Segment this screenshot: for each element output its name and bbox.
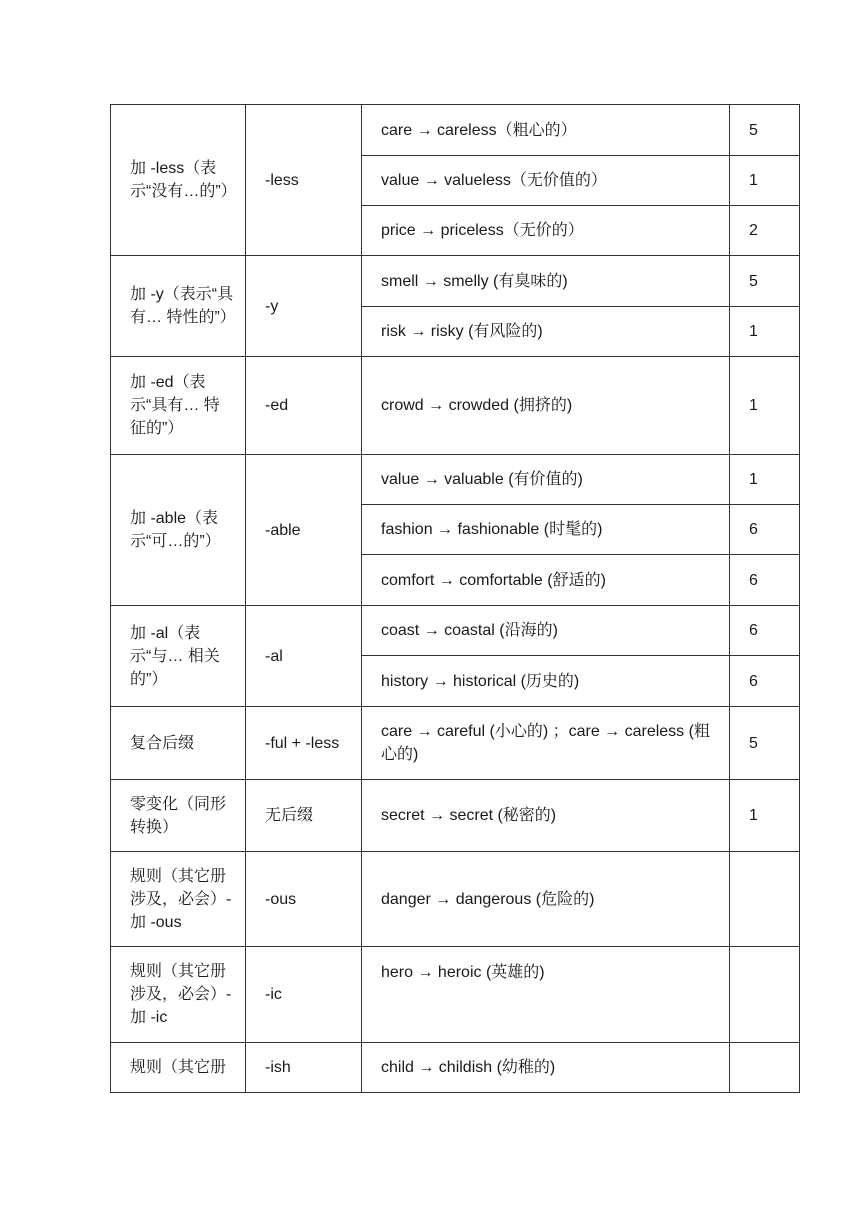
example-cell: price → priceless（无价的）	[362, 206, 730, 256]
count-cell: 1	[730, 307, 800, 357]
category-cell: 复合后缀	[111, 707, 246, 780]
category-cell: 加 -ed（表示“具有… 特征的”）	[111, 357, 246, 455]
example-cell: secret → secret (秘密的)	[362, 780, 730, 852]
example-cell: care → careful (小心的) ；care → careless (粗心的)	[362, 707, 730, 780]
table-row	[111, 707, 800, 780]
example-cell: value → valueless（无价值的）	[362, 156, 730, 206]
count-cell: 6	[730, 606, 800, 656]
example-cell: hero → heroic (英雄的)	[362, 947, 730, 1043]
count-cell: 5	[730, 707, 800, 780]
suffix-cell: -ous	[246, 852, 362, 947]
category-cell: 规则（其它册涉及，必会）- 加 -ous	[111, 852, 246, 947]
table-row	[111, 1043, 800, 1093]
example-cell: history → historical (历史的)	[362, 656, 730, 707]
suffix-cell: -ed	[246, 357, 362, 455]
suffix-cell: -ful + -less	[246, 707, 362, 780]
example-cell: crowd → crowded (拥挤的)	[362, 357, 730, 455]
table-row	[111, 105, 800, 156]
count-cell: 6	[730, 656, 800, 707]
count-cell: 1	[730, 156, 800, 206]
example-cell: risk → risky (有风险的)	[362, 307, 730, 357]
example-cell: coast → coastal (沿海的)	[362, 606, 730, 656]
suffix-table-body	[111, 105, 800, 1093]
table-row	[111, 455, 800, 505]
table-row	[111, 357, 800, 455]
category-cell: 加 -al（表示“与… 相关的”）	[111, 606, 246, 707]
category-cell: 零变化（同形转换）	[111, 780, 246, 852]
suffix-cell: -ish	[246, 1043, 362, 1093]
category-cell: 加 -able（表示“可…的”）	[111, 455, 246, 606]
count-cell	[730, 852, 800, 947]
table-row	[111, 606, 800, 656]
example-cell: value → valuable (有价值的)	[362, 455, 730, 505]
count-cell: 1	[730, 455, 800, 505]
category-cell: 规则（其它册	[111, 1043, 246, 1093]
table-row	[111, 947, 800, 1043]
count-cell: 5	[730, 105, 800, 156]
suffix-cell: -able	[246, 455, 362, 606]
category-cell: 加 -less（表示“没有…的”）	[111, 105, 246, 256]
example-cell: care → careless（粗心的）	[362, 105, 730, 156]
count-cell: 5	[730, 256, 800, 307]
suffix-cell: -ic	[246, 947, 362, 1043]
example-cell: comfort → comfortable (舒适的)	[362, 555, 730, 606]
example-cell: fashion → fashionable (时髦的)	[362, 505, 730, 555]
suffix-cell: 无后缀	[246, 780, 362, 852]
count-cell: 1	[730, 780, 800, 852]
count-cell: 6	[730, 555, 800, 606]
suffix-cell: -less	[246, 105, 362, 256]
category-cell: 加 -y（表示“具有… 特性的”）	[111, 256, 246, 357]
count-cell	[730, 1043, 800, 1093]
example-cell: child → childish (幼稚的)	[362, 1043, 730, 1093]
category-cell: 规则（其它册涉及，必会）- 加 -ic	[111, 947, 246, 1043]
count-cell	[730, 947, 800, 1043]
suffix-cell: -al	[246, 606, 362, 707]
table-row	[111, 256, 800, 307]
example-cell: smell → smelly (有臭味的)	[362, 256, 730, 307]
count-cell: 1	[730, 357, 800, 455]
count-cell: 2	[730, 206, 800, 256]
count-cell: 6	[730, 505, 800, 555]
table-row	[111, 780, 800, 852]
suffix-table	[110, 104, 800, 1093]
example-cell: danger → dangerous (危险的)	[362, 852, 730, 947]
table-row	[111, 852, 800, 947]
suffix-cell: -y	[246, 256, 362, 357]
